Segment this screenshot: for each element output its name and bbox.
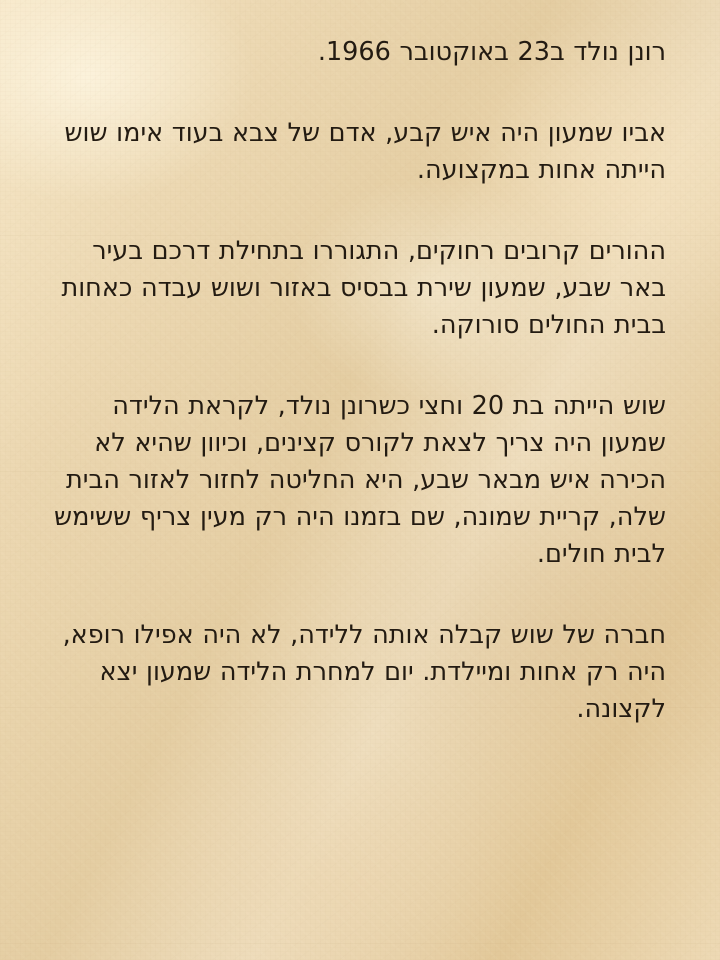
paragraph-intro: רונן נולד ב23 באוקטובר 1966. [317,37,666,67]
paragraph-family: אביו שמעון היה איש קבע, אדם של צבא בעוד אימו שוש הייתה אחות במקצועה. [55,117,666,185]
paragraph-friend: חברה של שוש קבלה אותה ללידה, לא היה אפילו רופא, היה רק אחות ומיילדת. יום למחרת הלידה שמעון יצא לקצונה. [53,619,666,724]
paragraph-move: ההורים קרובים רחוקים, התגוררו בתחילת דרכם בעיר באר שבע, שמעון שירת בבסיס באזור ושוש עבדה כאחות בבית החולים סורוקה. [52,235,666,340]
paragraph-birth: שוש הייתה בת 20 וחצי כשרונן נולד, לקראת הלידה שמעון היה צריך לצאת לקורס קצינים, וכיוון שהיא לא הכירה איש מבאר שבע, היא החליטה לחזור לאזור הבית שלה, קריית שמונה, שם בזמנו היה רק מעין צריף ששימש לבית חולים. [45,390,666,569]
